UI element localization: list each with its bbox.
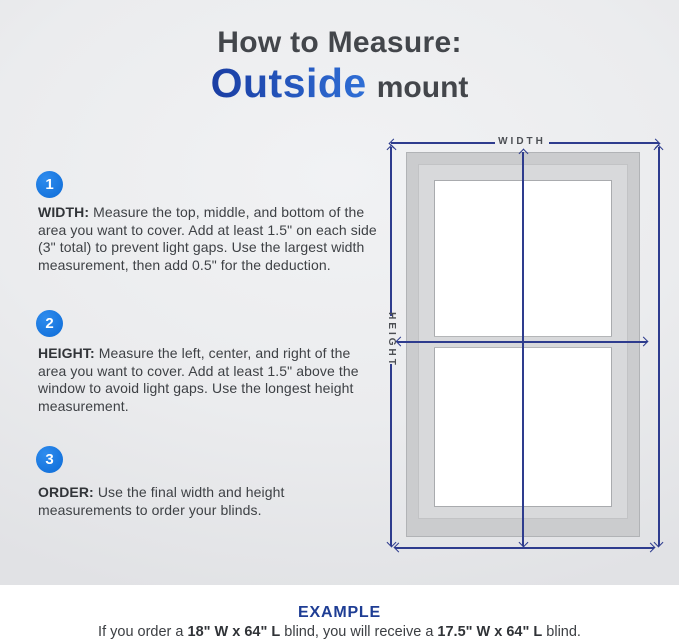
page-title <box>0 26 679 107</box>
example-prefix: If you order a <box>98 623 188 640</box>
height-dimension-label: HEIGHT <box>386 312 397 368</box>
step-2-label: HEIGHT: <box>38 345 95 361</box>
arrowhead-up-icon <box>654 145 664 155</box>
width-measure-line <box>391 142 495 144</box>
arrowhead-right-icon <box>646 543 656 553</box>
example-received-size: 17.5" W x 64" L <box>437 623 543 640</box>
example-mid: blind, you will receive a <box>280 623 438 640</box>
step-3-body: Use the final width and height measurements to order your blinds. <box>38 484 285 518</box>
window-diagram <box>380 130 678 580</box>
middle-horizontal-measure-line <box>397 341 647 343</box>
height-measure-line <box>390 364 392 546</box>
example-sentence <box>0 624 679 640</box>
center-vertical-measure-line <box>522 152 524 546</box>
width-dimension-label: WIDTH <box>498 136 546 147</box>
step-3-label: ORDER: <box>38 484 94 500</box>
height-measure-line <box>390 147 392 316</box>
example-section <box>0 585 679 644</box>
title-suffix: mount <box>376 71 469 104</box>
step-1-body: Measure the top, middle, and bottom of the area you want to cover. Add at least 1.5" on each side (3" total) to prevent light gaps. Use the largest width measurement, then add 0.5" for the deduction. <box>38 204 377 273</box>
step-1-label: WIDTH: <box>38 204 90 220</box>
example-suffix: blind. <box>542 623 581 640</box>
step-2-body: Measure the left, center, and right of the area you want to cover. Add at least 1.5" above the window to avoid light gaps. Use the longest height measurement. <box>38 345 359 414</box>
width-measure-line <box>549 142 659 144</box>
example-ordered-size: 18" W x 64" L <box>187 623 281 640</box>
right-measure-line <box>658 147 660 546</box>
step-1-badge: 1 <box>36 171 63 198</box>
title-line1: How to Measure: <box>217 26 462 59</box>
step-1-text <box>38 204 380 274</box>
step-3-text <box>38 484 380 519</box>
step-2-text <box>38 345 380 415</box>
title-highlight: Outside <box>210 60 367 106</box>
arrowhead-right-icon <box>639 337 649 347</box>
step-2-badge: 2 <box>36 310 63 337</box>
bottom-measure-line <box>395 547 654 549</box>
title-line2 <box>0 60 679 107</box>
arrowhead-down-icon <box>654 538 664 548</box>
example-heading: EXAMPLE <box>298 604 381 621</box>
step-3-badge: 3 <box>36 446 63 473</box>
arrowhead-down-icon <box>518 538 528 548</box>
